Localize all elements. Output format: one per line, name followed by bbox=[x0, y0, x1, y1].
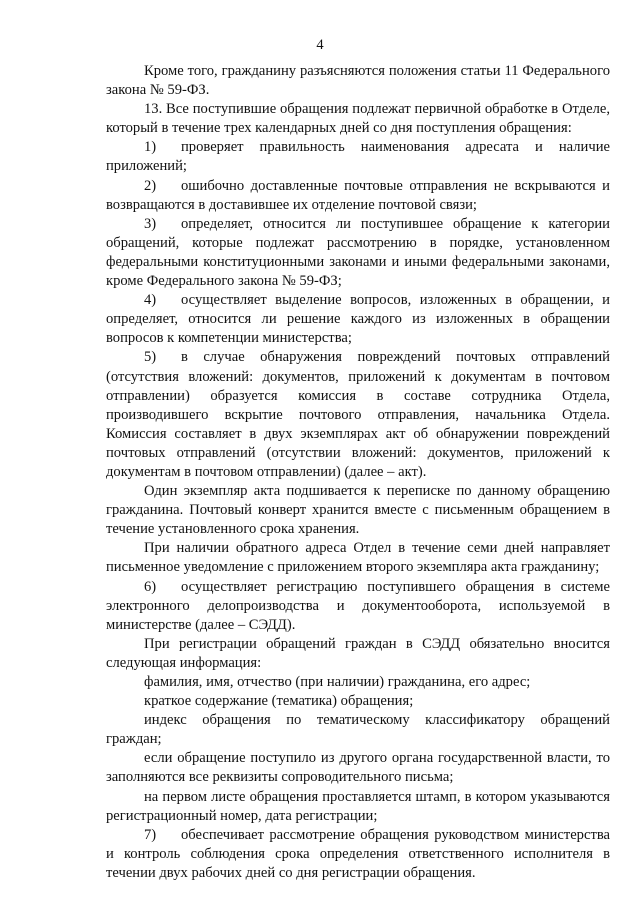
paragraph: краткое содержание (тематика) обращения; bbox=[144, 693, 414, 710]
numbered-paragraph bbox=[106, 291, 610, 348]
list-number: 3) bbox=[144, 215, 157, 232]
paragraph: фамилия, имя, отчество (при наличии) гражданина, его адрес; bbox=[144, 674, 531, 690]
numbered-paragraph bbox=[106, 215, 610, 291]
paragraph-text: определяет, относится ли поступившее обращение к категории обращений, которые подлежат рассмотрению в порядке, установленном федеральными конституционными законами и иными федеральными законами, кроме Федерального закона № 59-ФЗ; bbox=[106, 215, 610, 290]
list-number: 2) bbox=[144, 177, 157, 194]
paragraph-text: осуществляет выделение вопросов, изложенных в обращении, и определяет, относится ли решение каждого из изложенных в обращении вопросов к компетенции министерства; bbox=[106, 292, 610, 347]
list-number: 7) bbox=[144, 826, 157, 843]
numbered-paragraph bbox=[106, 348, 610, 482]
list-number: 6) bbox=[144, 578, 157, 595]
numbered-paragraph bbox=[106, 177, 610, 215]
paragraph-text: проверяет правильность наименования адресата и наличие приложений; bbox=[106, 139, 610, 175]
paragraph: При регистрации обращений граждан в СЭДД обязательно вносится следующая информация: bbox=[106, 635, 610, 671]
paragraph-text: осуществляет регистрацию поступившего обращения в системе электронного делопроизводства и документооборота, используемой в министерстве (далее – СЭДД). bbox=[106, 578, 610, 633]
list-number: 4) bbox=[144, 292, 157, 309]
numbered-paragraph bbox=[106, 826, 610, 883]
paragraph-text: обеспечивает рассмотрение обращения руководством министерства и контроль соблюдения срока определения ответственного исполнителя в течении двух рабочих дней со дня регистрации обращения. bbox=[106, 826, 610, 881]
paragraph: на первом листе обращения проставляется штамп, в котором указываются регистрационный номер, дата регистрации; bbox=[106, 788, 610, 824]
page-number: 4 bbox=[316, 37, 324, 53]
list-number: 1) bbox=[144, 139, 157, 156]
numbered-paragraph bbox=[106, 578, 610, 635]
paragraph: Один экземпляр акта подшивается к переписке по данному обращению гражданина. Почтовый конверт хранится вместе с письменным обращением в течение установленного срока хранения. bbox=[106, 483, 610, 538]
list-number: 5) bbox=[144, 349, 157, 366]
paragraph: Кроме того, гражданину разъясняются положения статьи 11 Федерального закона № 59-ФЗ. bbox=[106, 63, 610, 99]
paragraph: 13. Все поступившие обращения подлежат первичной обработке в Отделе, который в течение трех календарных дней со дня поступления обращения: bbox=[106, 101, 610, 137]
paragraph-text: ошибочно доставленные почтовые отправления не вскрываются и возвращаются в доставившее их отделение почтовой связи; bbox=[106, 177, 610, 213]
document-body bbox=[106, 62, 610, 883]
numbered-paragraph bbox=[106, 138, 610, 176]
paragraph-text: в случае обнаружения повреждений почтовых отправлений (отсутствия вложений: документов, приложений к документам в почтовом отправлении) образуется комиссия в составе сотрудника Отдела, производившего вскрытие почтового отправления, начальника Отдела. Комиссия составляет в двух экземплярах акт об обнаружении повреждений почтовых отправлений (отсутствии вложений: документов, приложений к документам в почтовом отправлении) (далее – акт). bbox=[106, 349, 610, 480]
paragraph: При наличии обратного адреса Отдел в течение семи дней направляет письменное уведомление с приложением второго экземпляра акта гражданину; bbox=[106, 540, 610, 576]
paragraph: если обращение поступило из другого органа государственной власти, то заполняются все реквизиты сопроводительного письма; bbox=[106, 750, 610, 786]
paragraph: индекс обращения по тематическому классификатору обращений граждан; bbox=[106, 712, 610, 748]
